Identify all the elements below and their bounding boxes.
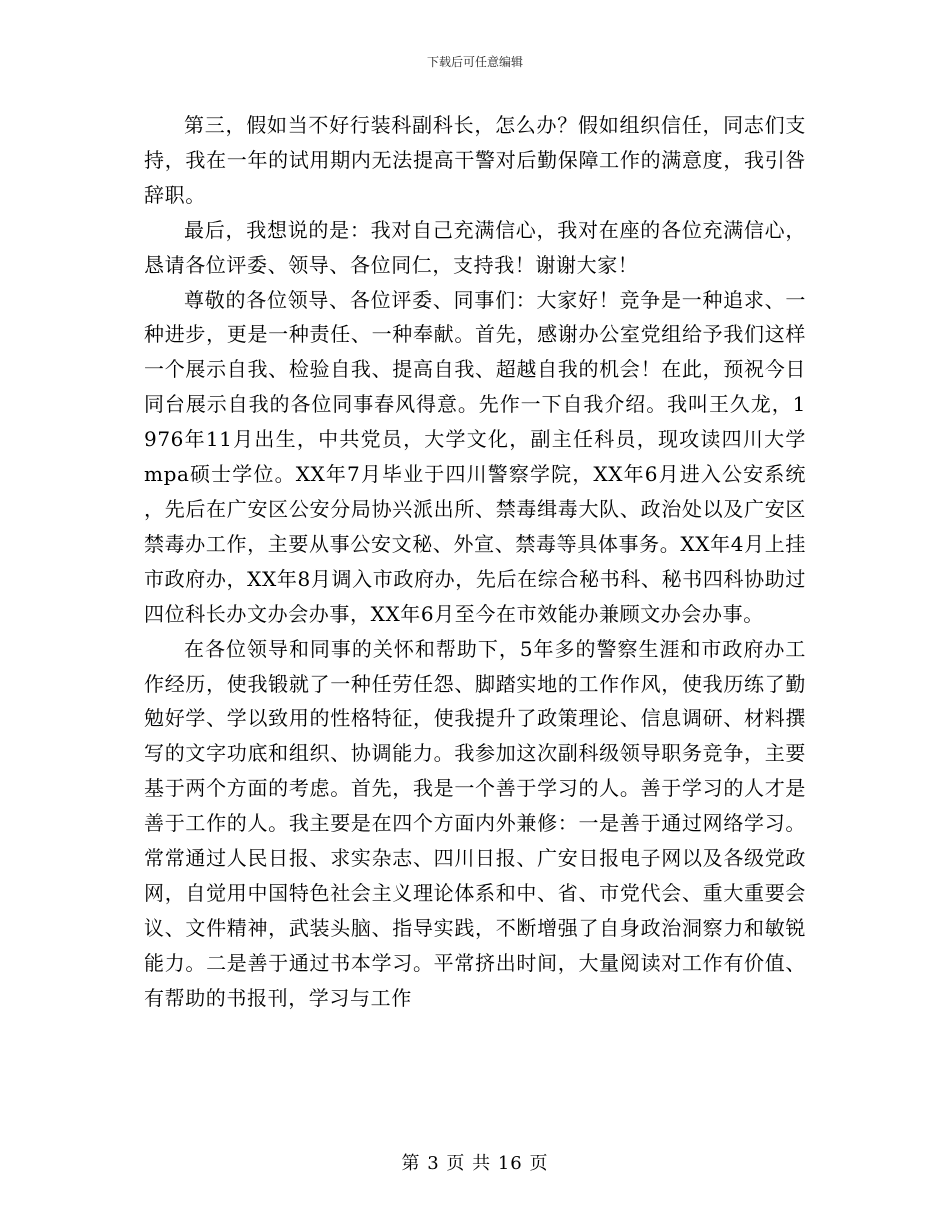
document-body: [144, 108, 806, 1016]
page-header-note: 下载后可任意编辑: [426, 55, 523, 69]
body-paragraph-3: 尊敬的各位领导、各位评委、同事们：大家好！竞争是一种追求、一种进步，更是一种责任、一种奉献。首先，感谢办公室党组给予我们这样一个展示自我、检验自我、提高自我、超越自我的机会！在此，预祝今日同台展示自我的各位同事春风得意。先作一下自我介绍。我叫王久龙，1976年11月出生，中共党员，大学文化，副主任科员，现攻读四川大学mpa硕士学位。XX年7月毕业于四川警察学院，XX年6月进入公安系统，先后在广安区公安分局协兴派出所、禁毒缉毒大队、政治处以及广安区禁毒办工作，主要从事公安文秘、外宣、禁毒等具体事务。XX年4月上挂市政府办，XX年8月调入市政府办，先后在综合秘书科、秘书四科协助过四位科长办文办会办事，XX年6月至今在市效能办兼顾文办会办事。: [144, 287, 806, 626]
body-paragraph-2: 最后，我想说的是：我对自己充满信心，我对在座的各位充满信心，恳请各位评委、领导、各位同仁，支持我！谢谢大家！: [144, 217, 806, 277]
body-paragraph-4: 在各位领导和同事的关怀和帮助下，5年多的警察生涯和市政府办工作经历，使我锻就了一种任劳任怨、脚踏实地的工作作风，使我历练了勤勉好学、学以致用的性格特征，使我提升了政策理论、信息调研、材料撰写的文字功底和组织、协调能力。我参加这次副科级领导职务竞争，主要基于两个方面的考虑。首先，我是一个善于学习的人。善于学习的人才是善于工作的人。我主要是在四个方面内外兼修：一是善于通过网络学习。常常通过人民日报、求实杂志、四川日报、广安日报电子网以及各级党政网，自觉用中国特色社会主义理论体系和中、省、市党代会、重大重要会议、文件精神，武装头脑、指导实践，不断增强了自身政治洞察力和敏锐能力。二是善于通过书本学习。平常挤出时间，大量阅读对工作有价值、有帮助的书报刊，学习与工作: [144, 636, 806, 1010]
body-paragraph-1: 第三，假如当不好行装科副科长，怎么办？假如组织信任，同志们支持，我在一年的试用期内无法提高干警对后勤保障工作的满意度，我引咎辞职。: [144, 113, 806, 207]
page-number-footer: 第 3 页 共 16 页: [401, 1153, 549, 1174]
